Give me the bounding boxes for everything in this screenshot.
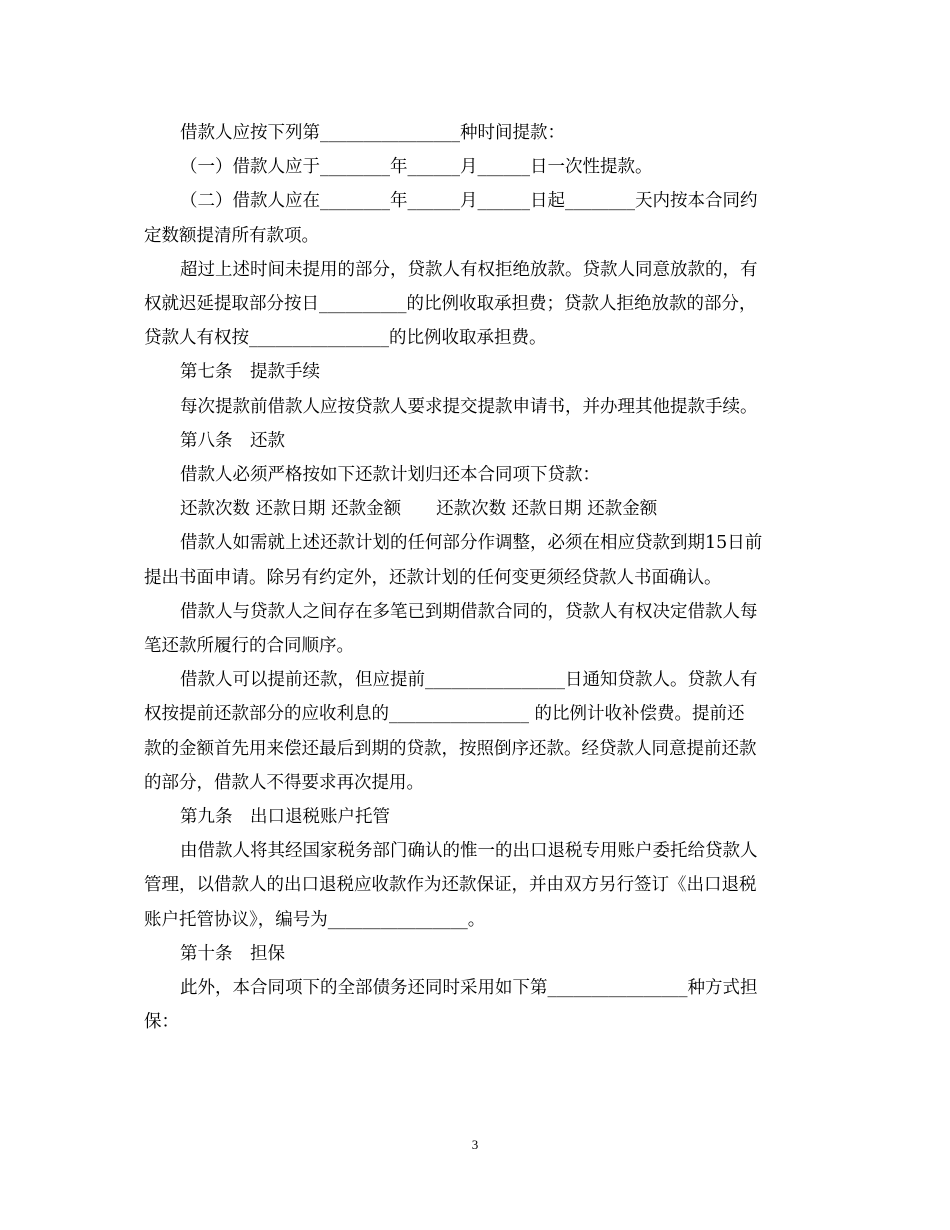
text-line: 保：: [144, 1012, 179, 1033]
paragraph: [144, 458, 808, 492]
text-line: 笔还款所履行的合同顺序。: [144, 636, 354, 657]
text-line: 第九条 出口退税账户托管: [180, 807, 390, 828]
section-heading: [144, 937, 808, 971]
section-heading: [144, 800, 808, 834]
text-line: 管理，以借款人的出口退税应收款作为还款保证，并由双方另行签订《出口退税: [144, 875, 757, 896]
section-heading: [144, 355, 808, 389]
paragraph: [144, 150, 808, 184]
text-line: 贷款人有权按________________的比例收取承担费。: [144, 328, 547, 349]
text-line: 提出书面申请。除另有约定外，还款计划的任何变更须经贷款人书面确认。: [144, 567, 722, 588]
paragraph: [144, 595, 808, 663]
paragraph: [144, 253, 808, 356]
page-number: 3: [471, 1137, 479, 1152]
text-line: 账户托管协议》，编号为________________。: [144, 909, 486, 930]
paragraph: [144, 663, 808, 800]
paragraph: [144, 390, 808, 424]
text-line: 第七条 提款手续: [180, 362, 320, 383]
text-line: 每次提款前借款人应按贷款人要求提交提款申请书，并办理其他提款手续。: [180, 396, 758, 417]
text-line: 由借款人将其经国家税务部门确认的惟一的出口退税专用账户委托给贷款人: [180, 841, 758, 862]
paragraph: [144, 116, 808, 150]
paragraph: [144, 971, 808, 1039]
text-line: 定数额提清所有款项。: [144, 225, 319, 246]
text-line: 的部分，借款人不得要求再次提用。: [144, 772, 424, 793]
text-line: 超过上述时间未提用的部分，贷款人有权拒绝放款。贷款人同意放款的，有: [180, 259, 758, 280]
text-line: 权按提前还款部分的应收利息的________________ 的比例计收补偿费。提前还: [144, 704, 745, 725]
section-heading: [144, 424, 808, 458]
text-line: 第十条 担保: [180, 943, 285, 964]
text-line: 第八条 还款: [180, 430, 285, 451]
paragraph: [144, 492, 808, 526]
text-line: 借款人如需就上述还款计划的任何部分作调整，必须在相应贷款到期15日前: [180, 533, 763, 554]
text-line: 此外，本合同项下的全部债务还同时采用如下第________________种方式担: [180, 978, 758, 999]
document-body: [144, 116, 808, 1039]
text-line: 权就迟延提取部分按日__________的比例收取承担费；贷款人拒绝放款的部分，: [144, 294, 757, 315]
text-line: 借款人应按下列第________________种时间提款：: [180, 123, 565, 143]
paragraph: [144, 526, 808, 594]
text-line: 借款人可以提前还款，但应提前________________日通知贷款人。贷款人有: [180, 670, 758, 691]
text-line: 还款次数 还款日期 还款金额 还款次数 还款日期 还款金额: [180, 499, 658, 520]
text-line: 款的金额首先用来偿还最后到期的贷款，按照倒序还款。经贷款人同意提前还款: [144, 738, 757, 759]
text-line: 借款人与贷款人之间存在多笔已到期借款合同的，贷款人有权决定借款人每: [180, 601, 758, 622]
paragraph: [144, 184, 808, 252]
text-line: （一）借款人应于________年______月______日一次性提款。: [180, 157, 653, 178]
paragraph: [144, 834, 808, 937]
text-line: （二）借款人应在________年______月______日起________天内按本合同约: [180, 191, 758, 212]
text-line: 借款人必须严格按如下还款计划归还本合同项下贷款：: [180, 465, 600, 486]
